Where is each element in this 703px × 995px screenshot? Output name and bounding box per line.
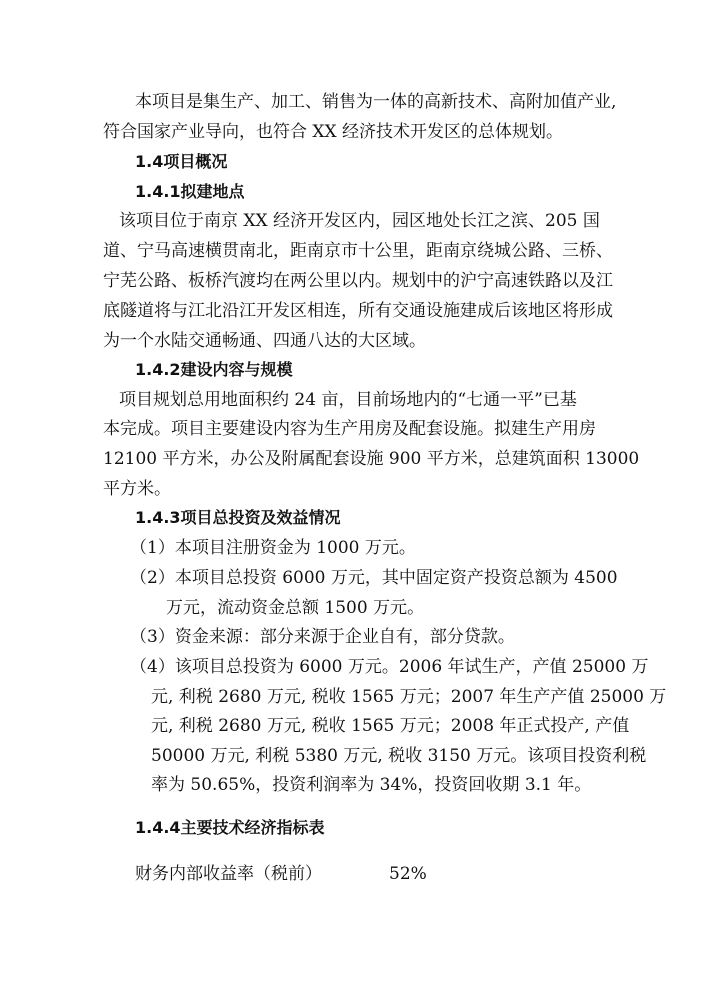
location-line-1: 该项目位于南京 XX 经济开发区内，园区地处长江之滨、205 国 [119, 211, 600, 231]
investment-item-2: （2）本项目总投资 6000 万元，其中固定资产投资总额为 4500 [130, 568, 618, 588]
investment-item-4: （4）该项目总投资为 6000 万元。2006 年试生产，产值 25000 万 [130, 657, 649, 677]
scale-line-2: 本完成。项目主要建设内容为生产用房及配套设施。拟建生产用房 [103, 419, 596, 439]
indicator-label: 财务内部收益率（税前） [135, 864, 322, 884]
investment-item-3: （3）资金来源：部分来源于企业自有，部分贷款。 [130, 627, 515, 647]
location-line-5: 为一个水陆交通畅通、四通八达的大区域。 [103, 331, 426, 351]
location-line-2: 道、宁马高速横贯南北，距南京市十公里，距南京绕城公路、三桥、 [103, 241, 613, 261]
section-1-4-2-title: 1.4.2建设内容与规模 [135, 360, 293, 379]
scale-line-3: 12100 平方米，办公及附属配套设施 900 平方米，总建筑面积 13000 [103, 449, 640, 469]
intro-line-2: 符合国家产业导向，也符合 XX 经济技术开发区的总体规划。 [103, 122, 564, 142]
section-1-4-title: 1.4项目概况 [135, 152, 228, 171]
location-line-3: 宁芜公路、板桥汽渡均在两公里以内。规划中的沪宁高速铁路以及江 [103, 271, 613, 291]
indicator-value: 52% [389, 864, 427, 884]
investment-item-2-cont: 万元，流动资金总额 1500 万元。 [166, 598, 425, 618]
investment-item-1: （1）本项目注册资金为 1000 万元。 [130, 538, 416, 558]
location-line-4: 底隧道将与江北沿江开发区相连，所有交通设施建成后该地区将形成 [103, 301, 613, 321]
section-1-4-4-title: 1.4.4主要技术经济指标表 [135, 818, 325, 837]
section-1-4-3-title: 1.4.3项目总投资及效益情况 [135, 508, 341, 527]
section-1-4-1-title: 1.4.1拟建地点 [135, 182, 245, 201]
scale-line-4: 平方米。 [103, 479, 171, 499]
investment-item-4-cont-2: 元, 利税 2680 万元, 税收 1565 万元；2008 年正式投产, 产值 [151, 716, 630, 736]
investment-item-4-cont-4: 率为 50.65%，投资利润率为 34%，投资回收期 3.1 年。 [151, 775, 592, 795]
investment-item-4-cont-3: 50000 万元, 利税 5380 万元, 税收 3150 万元。该项目投资利税 [151, 746, 647, 766]
scale-line-1: 项目规划总用地面积约 24 亩，目前场地内的“七通一平”已基 [119, 390, 577, 410]
investment-item-4-cont-1: 元, 利税 2680 万元, 税收 1565 万元；2007 年生产产值 25000 万 [151, 687, 667, 707]
intro-line-1: 本项目是集生产、加工、销售为一体的高新技术、高附加值产业, [135, 92, 617, 112]
